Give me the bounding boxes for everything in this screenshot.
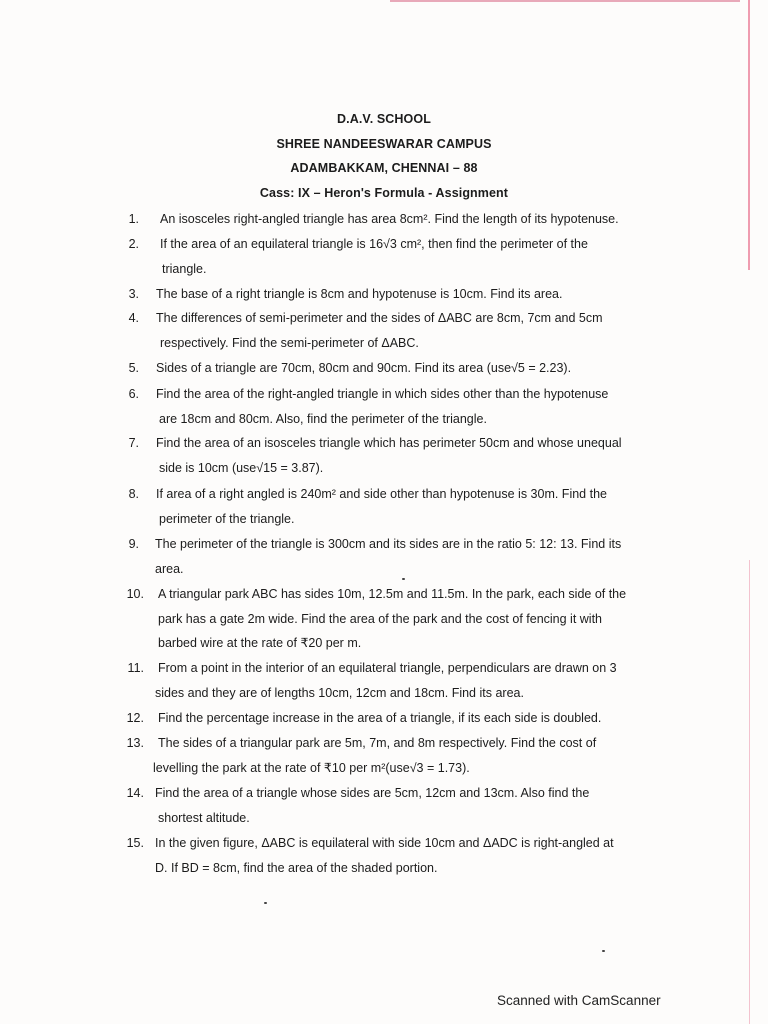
scan-edge-top <box>390 0 740 2</box>
question-text-line: A triangular park ABC has sides 10m, 12.5m and 11.5m. In the park, each side of the <box>158 587 627 601</box>
question-number: 4. <box>128 311 139 325</box>
scan-speck <box>264 902 267 904</box>
question-number: 7. <box>128 436 139 450</box>
question-text-line: perimeter of the triangle. <box>159 511 295 526</box>
question-text-line: respectively. Find the semi-perimeter of ΔABC. <box>160 335 419 350</box>
campus-name: SHREE NANDEESWARAR CAMPUS <box>276 136 492 151</box>
question-text-line: An isosceles right-angled triangle has area 8cm². Find the length of its hypotenuse. <box>160 212 619 226</box>
question-text-line: If area of a right angled is 240m² and side other than hypotenuse is 30m. Find the <box>156 487 607 501</box>
question-text-line: area. <box>155 561 184 576</box>
question-text-line: The perimeter of the triangle is 300cm and its sides are in the ratio 5: 12: 13. Find its <box>155 537 622 551</box>
question-number: 3. <box>128 287 139 301</box>
question-text-line: The differences of semi-perimeter and the sides of ΔABC are 8cm, 7cm and 5cm <box>156 311 603 325</box>
school-address: ADAMBAKKAM, CHENNAI – 88 <box>290 161 478 175</box>
question-number: 12. <box>126 711 144 725</box>
question-number: 1. <box>128 212 139 226</box>
question-text-line: From a point in the interior of an equilateral triangle, perpendiculars are drawn on 3 <box>158 661 617 675</box>
document-header <box>0 107 768 205</box>
question-number: 13. <box>126 736 144 750</box>
question-text-line: sides and they are of lengths 10cm, 12cm and 18cm. Find its area. <box>155 685 524 700</box>
question-text-line: side is 10cm (use√15 = 3.87). <box>159 460 324 475</box>
question-text-line: In the given figure, ΔABC is equilateral with side 10cm and ΔADC is right-angled at <box>155 836 614 850</box>
question-text-line: If the area of an equilateral triangle is 16√3 cm², then find the perimeter of the <box>160 237 588 251</box>
question-number: 15. <box>126 836 144 850</box>
scan-speck <box>602 950 605 952</box>
school-name: D.A.V. SCHOOL <box>337 112 431 126</box>
question-text-line: barbed wire at the rate of ₹20 per m. <box>158 636 362 650</box>
question-text-line: are 18cm and 80cm. Also, find the perimeter of the triangle. <box>159 411 487 426</box>
question-text-line: park has a gate 2m wide. Find the area of the park and the cost of fencing it with <box>158 611 603 626</box>
question-text-line: triangle. <box>162 261 207 276</box>
scan-edge-right-lower <box>749 560 750 1024</box>
question-text-line: Sides of a triangle are 70cm, 80cm and 90cm. Find its area (use√5 = 2.23). <box>156 361 572 375</box>
question-number: 9. <box>128 537 139 551</box>
question-text-line: levelling the park at the rate of ₹10 per m²(use√3 = 1.73). <box>153 760 470 775</box>
question-number: 14. <box>126 786 144 800</box>
assignment-title: Cass: IX – Heron's Formula - Assignment <box>259 185 509 200</box>
question-text-line: D. If BD = 8cm, find the area of the shaded portion. <box>155 860 438 875</box>
question-text-line: Find the area of the right-angled triangle in which sides other than the hypotenuse <box>156 387 609 401</box>
question-number: 6. <box>128 387 139 401</box>
question-text-line: The sides of a triangular park are 5m, 7m, and 8m respectively. Find the cost of <box>158 736 597 750</box>
question-text-line: Find the area of a triangle whose sides are 5cm, 12cm and 13cm. Also find the <box>155 786 590 800</box>
question-text-line: The base of a right triangle is 8cm and hypotenuse is 10cm. Find its area. <box>156 287 563 301</box>
question-number: 2. <box>128 237 139 251</box>
question-number: 8. <box>128 487 139 501</box>
question-text-line: Find the percentage increase in the area of a triangle, if its each side is doubled. <box>158 711 602 725</box>
question-number: 10. <box>126 587 144 601</box>
scanner-watermark: Scanned with CamScanner <box>497 993 661 1008</box>
question-number: 5. <box>128 361 139 375</box>
scan-speck <box>402 578 405 580</box>
question-number: 11. <box>127 661 144 675</box>
question-text-line: Find the area of an isosceles triangle which has perimeter 50cm and whose unequal <box>156 436 622 450</box>
question-text-line: shortest altitude. <box>158 810 250 825</box>
